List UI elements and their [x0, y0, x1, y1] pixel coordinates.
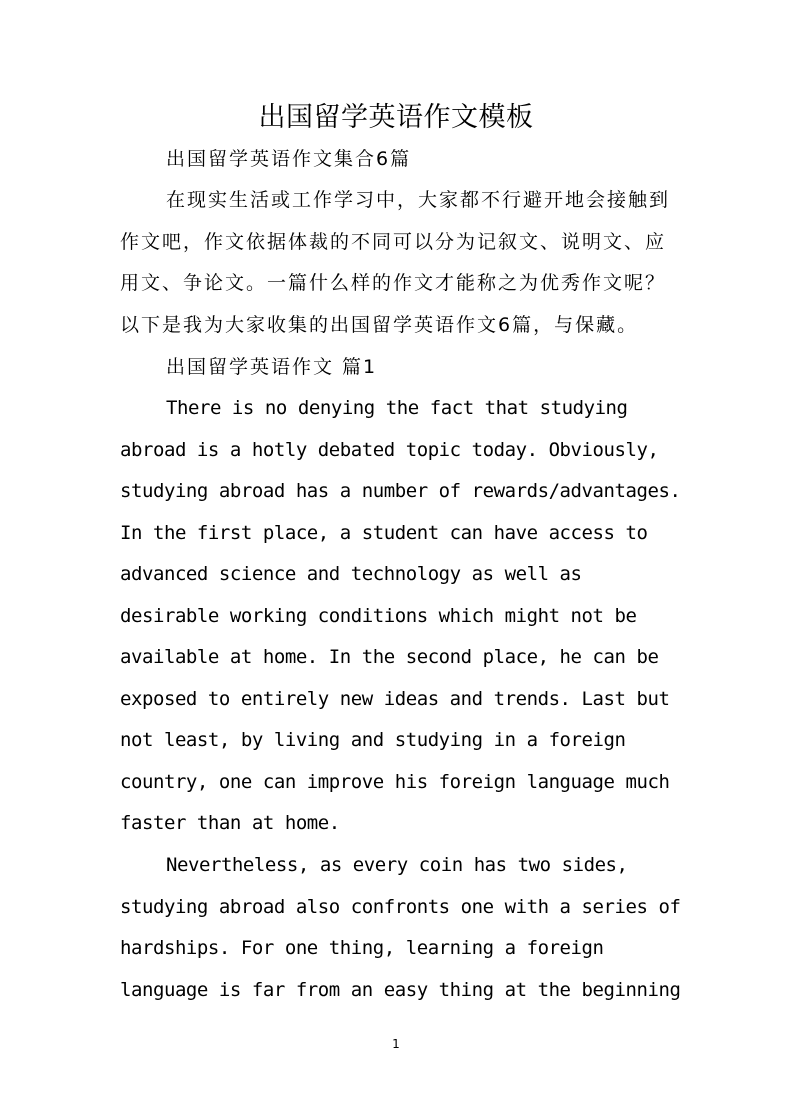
- paragraph-line: There is no denying the fact that studying: [166, 397, 628, 419]
- paragraph-line: Nevertheless, as every coin has two sides,: [166, 854, 628, 876]
- intro-line: 用文、争论文。一篇什么样的作文才能称之为优秀作文呢？: [120, 272, 667, 294]
- paragraph-line: not least, by living and studying in a foreign: [120, 729, 626, 751]
- page-number: 1: [392, 1037, 400, 1051]
- paragraph-line: In the first place, a student can have access to: [120, 522, 648, 544]
- intro-line: 在现实生活或工作学习中，大家都不行避开地会接触到: [166, 189, 671, 211]
- document-subtitle: 出国留学英语作文集合6篇: [166, 148, 412, 170]
- paragraph-line: faster than at home.: [120, 812, 340, 834]
- paragraph-line: studying abroad has a number of rewards/advantages.: [120, 480, 681, 502]
- section-heading: 出国留学英语作文 篇1: [166, 356, 378, 378]
- paragraph-line: abroad is a hotly debated topic today. Obviously,: [120, 439, 659, 461]
- paragraph-line: exposed to entirely new ideas and trends. Last but: [120, 688, 670, 710]
- paragraph-line: advanced science and technology as well as: [120, 563, 582, 585]
- document-title: 出国留学英语作文模板: [258, 102, 534, 133]
- paragraph-line: language is far from an easy thing at the beginning: [120, 979, 681, 1001]
- paragraph-line: studying abroad also confronts one with a series of: [120, 896, 681, 918]
- intro-line: 以下是我为大家收集的出国留学英语作文6篇，与保藏。: [120, 314, 639, 336]
- paragraph-line: desirable working conditions which might not be: [120, 605, 637, 627]
- intro-line: 作文吧，作文依据体裁的不同可以分为记叙文、说明文、应: [120, 231, 667, 253]
- paragraph-line: available at home. In the second place, he can be: [120, 646, 659, 668]
- paragraph-line: country, one can improve his foreign language much: [120, 771, 670, 793]
- paragraph-line: hardships. For one thing, learning a foreign: [120, 937, 604, 959]
